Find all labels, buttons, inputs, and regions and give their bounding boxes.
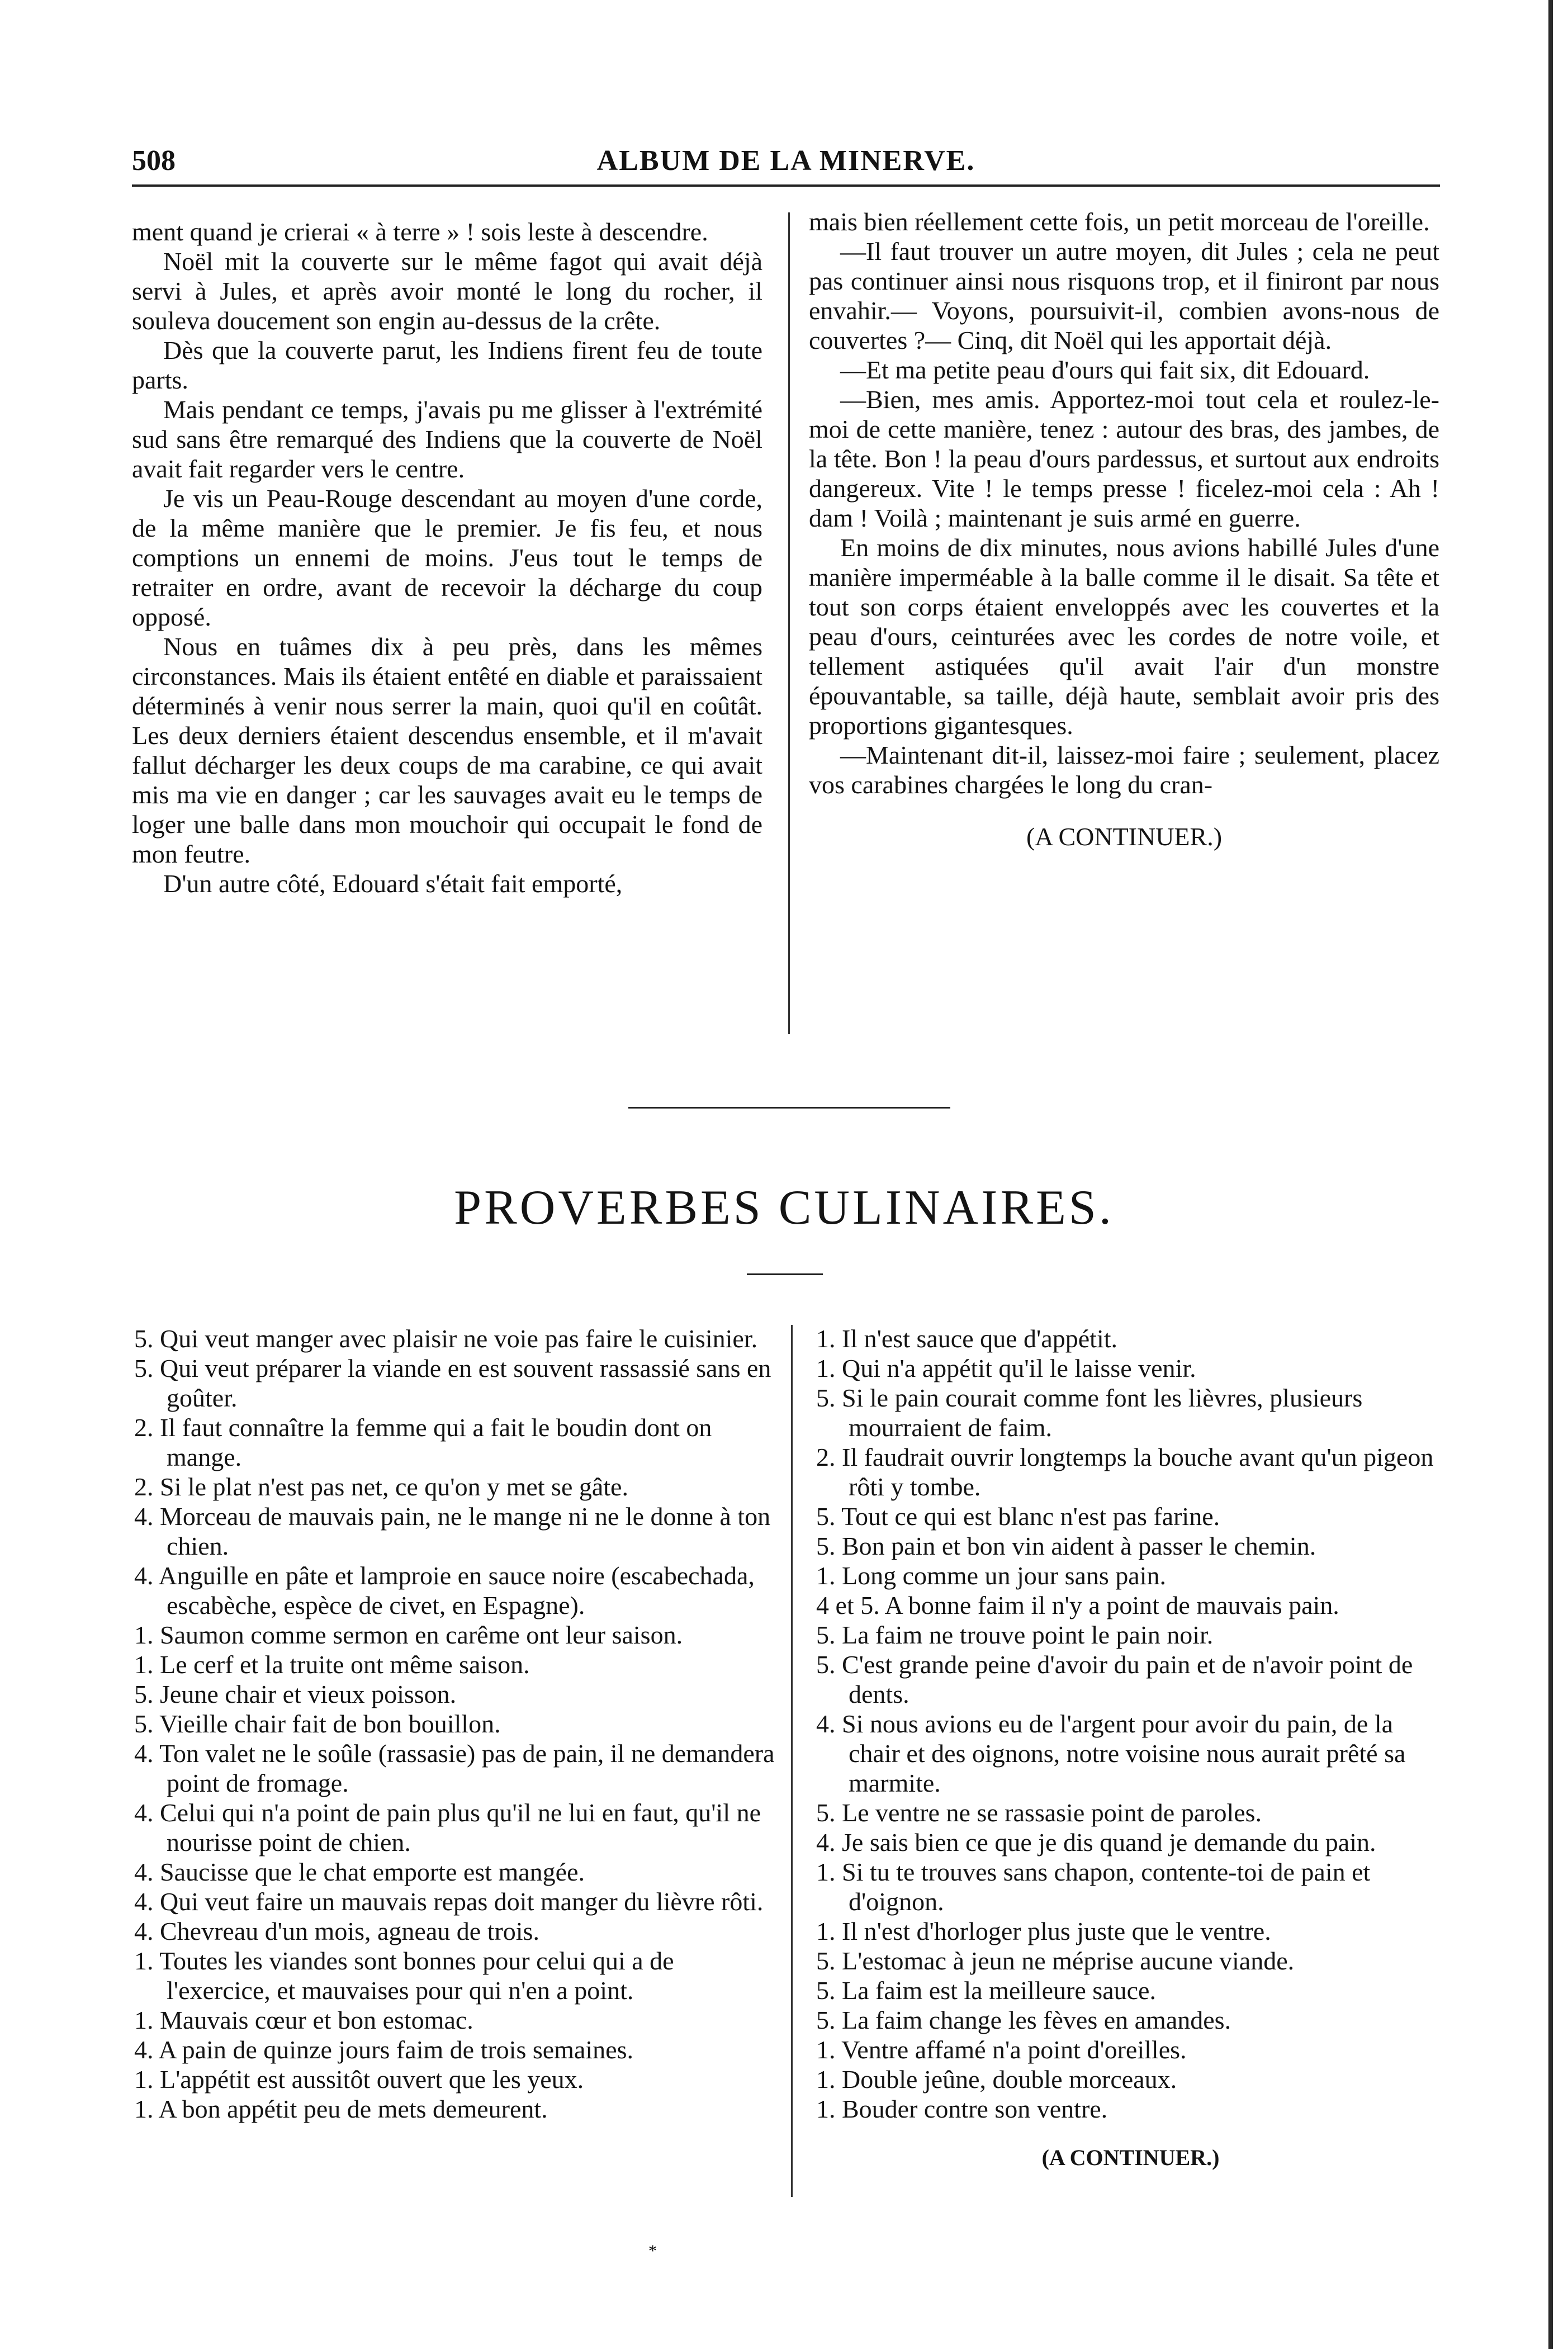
story-paragraph: Dès que la couverte parut, les Indiens firent feu de toute parts. bbox=[132, 336, 762, 394]
proverb-item: 1. Il n'est d'horloger plus juste que le ventre. bbox=[816, 1917, 1271, 1945]
proverb-item: 5. Le ventre ne se rassasie point de paroles. bbox=[816, 1798, 1262, 1827]
story-paragraph: —Maintenant dit-il, laissez-moi faire ; seulement, placez vos carabines chargées le long du cran- bbox=[809, 741, 1439, 799]
column-divider bbox=[791, 1325, 793, 2197]
story-paragraph: D'un autre côté, Edouard s'était fait emporté, bbox=[163, 869, 623, 898]
story-paragraph: —Il faut trouver un autre moyen, dit Jules ; cela ne peut pas continuer ainsi nous risquons trop, et il finiront par nous envahir.— Voyons, poursuivit-il, combien avons-nous de couvertes ?— Cinq, dit Noël qui les apportait déjà. bbox=[809, 237, 1439, 354]
page-number: 508 bbox=[132, 145, 176, 177]
story-left-column bbox=[132, 217, 762, 898]
story-paragraph: Noël mit la couverte sur le même fagot qui avait déjà servi à Jules, et après avoir monté le long du rocher, il souleva doucement son engin au-dessus de la crête. bbox=[132, 247, 762, 335]
proverb-item: 2. Il faudrait ouvrir longtemps la bouche avant qu'un pigeon rôti y tombe. bbox=[816, 1443, 1434, 1501]
proverb-item: 1. Toutes les viandes sont bonnes pour celui qui a de l'exercice, et mauvaises pour qui n'en a point. bbox=[134, 1947, 674, 2005]
proverb-item: 4. Je sais bien ce que je dis quand je demande du pain. bbox=[816, 1828, 1376, 1857]
proverb-item: 5. Si le pain courait comme font les lièvres, plusieurs mourraient de faim. bbox=[816, 1384, 1363, 1442]
header-rule bbox=[132, 184, 1440, 187]
proverb-item: 5. Jeune chair et vieux poisson. bbox=[134, 1680, 457, 1708]
proverb-item: 5. L'estomac à jeun ne méprise aucune viande. bbox=[816, 1947, 1295, 1975]
section-separator bbox=[628, 1107, 950, 1109]
running-title: ALBUM DE LA MINERVE. bbox=[596, 145, 975, 177]
proverb-item: 1. Double jeûne, double morceaux. bbox=[816, 2065, 1177, 2094]
proverb-item: 5. Bon pain et bon vin aident à passer le chemin. bbox=[816, 1532, 1316, 1560]
proverb-item: 5. C'est grande peine d'avoir du pain et de n'avoir point de dents. bbox=[816, 1650, 1413, 1708]
story-right-column bbox=[809, 207, 1439, 851]
proverb-item: 5. Tout ce qui est blanc n'est pas farine. bbox=[816, 1502, 1220, 1531]
proverb-item: 1. Il n'est sauce que d'appétit. bbox=[816, 1324, 1118, 1353]
proverb-item: 4. Chevreau d'un mois, agneau de trois. bbox=[134, 1917, 539, 1945]
proverbs-title: PROVERBES CULINAIRES. bbox=[454, 1181, 1114, 1235]
proverb-item: 1. Saumon comme sermon en carême ont leur saison. bbox=[134, 1621, 683, 1649]
column-divider bbox=[788, 212, 790, 1034]
story-paragraph: Je vis un Peau-Rouge descendant au moyen d'une corde, de la même manière que le premier. Je fis feu, et nous comptions un ennemi de moins. J'eus tout le temps de retraiter en ordre, avant de recevoir la décharge du coup opposé. bbox=[132, 484, 762, 631]
proverb-item: 5. La faim change les fèves en amandes. bbox=[816, 2006, 1231, 2034]
proverb-item: 1. Long comme un jour sans pain. bbox=[816, 1561, 1167, 1590]
proverb-item: 4. Qui veut faire un mauvais repas doit manger du lièvre rôti. bbox=[134, 1887, 764, 1916]
proverb-item: 4. Morceau de mauvais pain, ne le mange ni ne le donne à ton chien. bbox=[134, 1502, 771, 1560]
story-paragraph: —Bien, mes amis. Apportez-moi tout cela et roulez-le-moi de cette manière, tenez : autour des bras, des jambes, de la tête. Bon ! la peau d'ours pardessus, et surtout aux endroits dangereux. Vite ! le temps presse ! ficelez-moi cela : Ah ! dam ! Voilà ; maintenant je suis armé en guerre. bbox=[809, 385, 1439, 532]
proverb-item: 4. Anguille en pâte et lamproie en sauce noire (escabechada, escabèche, espèce de civet, en Espagne). bbox=[134, 1561, 755, 1619]
proverb-item: 4. Si nous avions eu de l'argent pour avoir du pain, de la chair et des oignons, notre voisine nous aurait prêté sa marmite. bbox=[816, 1709, 1406, 1797]
proverb-item: 5. La faim est la meilleure sauce. bbox=[816, 1976, 1156, 2005]
proverb-item: 4. Saucisse que le chat emporte est mangée. bbox=[134, 1858, 585, 1886]
proverbs-right-column bbox=[816, 1324, 1445, 2172]
proverb-item: 4. A pain de quinze jours faim de trois semaines. bbox=[134, 2035, 633, 2064]
proverb-item: 5. Qui veut manger avec plaisir ne voie pas faire le cuisinier. bbox=[134, 1324, 758, 1353]
story-paragraph: mais bien réellement cette fois, un petit morceau de l'oreille. bbox=[809, 207, 1430, 236]
story-paragraph: Nous en tuâmes dix à peu près, dans les mêmes circonstances. Mais ils étaient entêté en diable et paraissaient déterminés à venir nous serrer la main, quoi qu'il en coûtât. Les deux derniers étaient descendus ensemble, et il m'avait fallut décharger les deux coups de ma carabine, ce qui avait mis ma vie en danger ; car les sauvages avait eu le temps de loger une balle dans mon mouchoir qui occupait le fond de mon feutre. bbox=[132, 632, 762, 868]
proverb-item: 5. Qui veut préparer la viande en est souvent rassassié sans en goûter. bbox=[134, 1354, 771, 1412]
proverb-item: 1. Mauvais cœur et bon estomac. bbox=[134, 2006, 473, 2034]
proverb-item: 1. Le cerf et la truite ont même saison. bbox=[134, 1650, 530, 1679]
story-paragraph: —Et ma petite peau d'ours qui fait six, dit Edouard. bbox=[840, 356, 1370, 384]
proverb-item: 5. Vieille chair fait de bon bouillon. bbox=[134, 1709, 501, 1738]
proverb-item: 4. Ton valet ne le soûle (rassasie) pas de pain, il ne demandera point de fromage. bbox=[134, 1739, 775, 1797]
footer-mark: * bbox=[648, 2242, 657, 2260]
story-continuation: (A CONTINUER.) bbox=[1026, 822, 1223, 851]
proverbs-left-column bbox=[134, 1324, 777, 2124]
proverb-item: 2. Il faut connaître la femme qui a fait le boudin dont on mange. bbox=[134, 1413, 712, 1471]
title-underline bbox=[747, 1273, 823, 1275]
story-paragraph: En moins de dix minutes, nous avions habillé Jules d'une manière imperméable à la balle comme il le disait. Sa tête et tout son corps étaient enveloppés avec les couvertes et la peau d'ours, ceinturées avec les cordes de notre voile, et tellement astiquées qu'il avait l'air d'un monstre épouvantable, sa taille, déjà haute, semblait avoir pris des proportions gigantesques. bbox=[809, 533, 1439, 740]
proverb-item: 1. Ventre affamé n'a point d'oreilles. bbox=[816, 2035, 1187, 2064]
proverb-item: 4. Celui qui n'a point de pain plus qu'il ne lui en faut, qu'il ne nourisse point de chien. bbox=[134, 1798, 761, 1857]
story-paragraph: ment quand je crierai « à terre » ! sois leste à descendre. bbox=[132, 217, 708, 246]
binding-edge bbox=[1548, 0, 1553, 2349]
proverb-item: 5. La faim ne trouve point le pain noir. bbox=[816, 1621, 1214, 1649]
proverb-item: 4 et 5. A bonne faim il n'y a point de mauvais pain. bbox=[816, 1591, 1339, 1619]
proverbs-continuation: (A CONTINUER.) bbox=[1041, 2145, 1220, 2170]
story-paragraph: Mais pendant ce temps, j'avais pu me glisser à l'extrémité sud sans être remarqué des Indiens que la couverte de Noël avait fait regarder vers le centre. bbox=[132, 395, 762, 483]
proverb-item: 2. Si le plat n'est pas net, ce qu'on y met se gâte. bbox=[134, 1472, 628, 1501]
proverb-item: 1. Qui n'a appétit qu'il le laisse venir. bbox=[816, 1354, 1196, 1382]
proverb-item: 1. A bon appétit peu de mets demeurent. bbox=[134, 2095, 548, 2123]
page-header bbox=[132, 144, 1440, 189]
proverb-item: 1. L'appétit est aussitôt ouvert que les yeux. bbox=[134, 2065, 584, 2094]
proverb-item: 1. Bouder contre son ventre. bbox=[816, 2095, 1108, 2123]
proverb-item: 1. Si tu te trouves sans chapon, contente-toi de pain et d'oignon. bbox=[816, 1858, 1371, 1916]
